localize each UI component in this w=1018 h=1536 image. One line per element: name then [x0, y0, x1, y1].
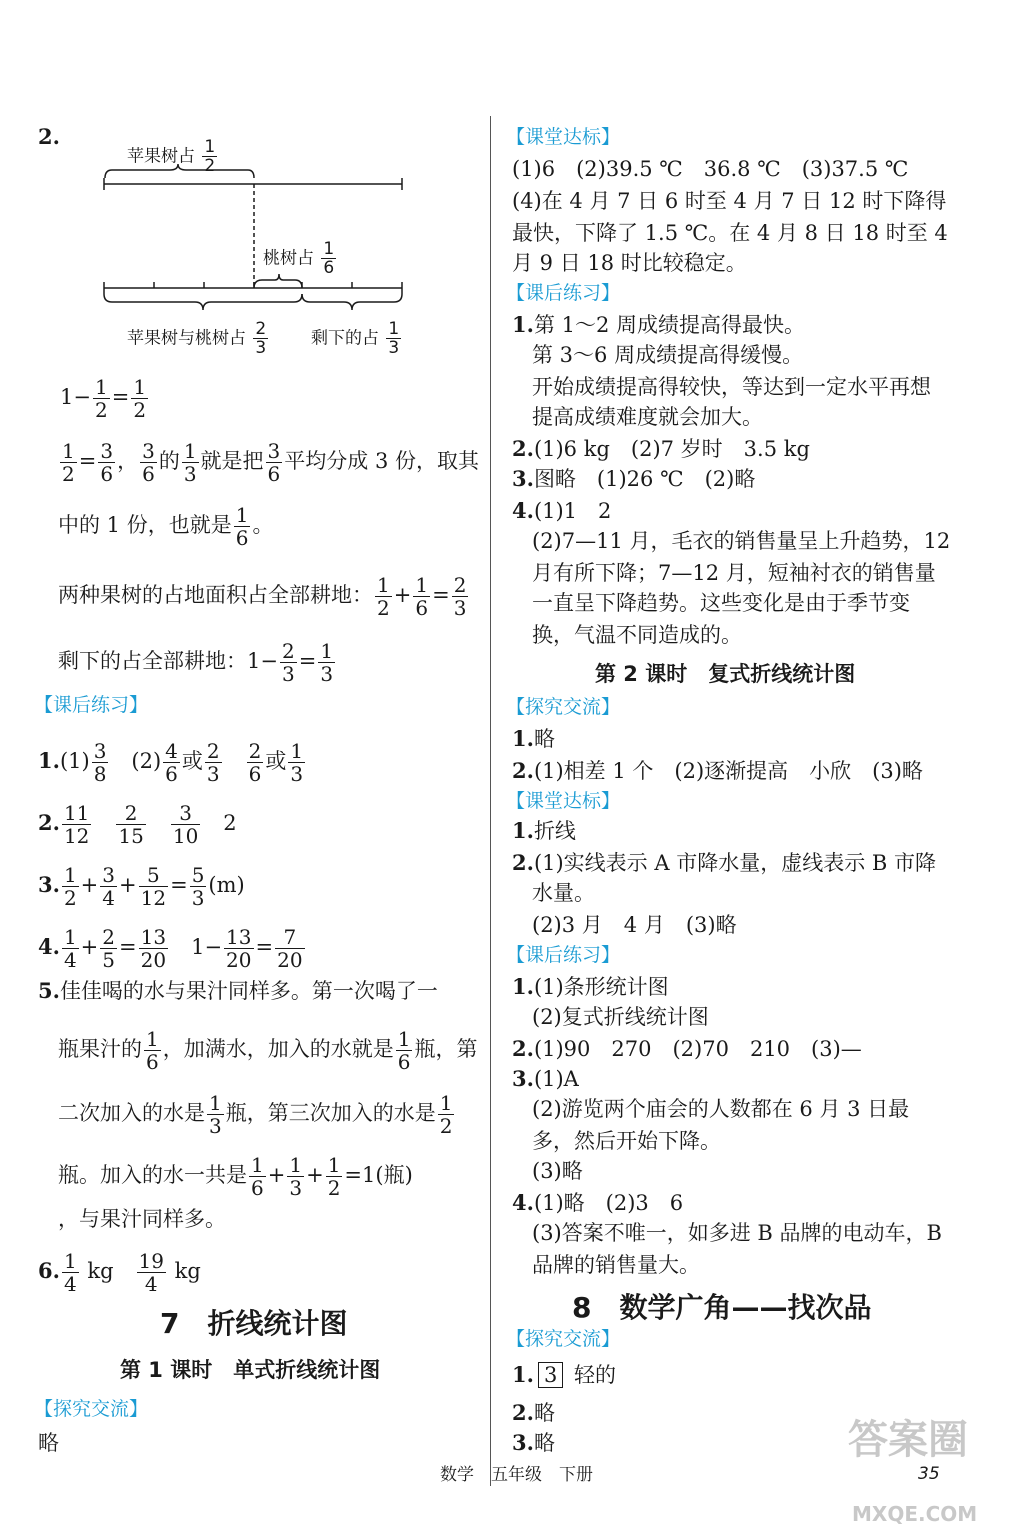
lesson-1-title: 第 1 课时 单式折线统计图: [120, 1358, 381, 1382]
class-line-4: 月 9 日 18 时比较稳定。: [512, 251, 747, 275]
hw-2: 2. $\frac{11}{12}$ $\frac{2}{15}$ $\frac{3}{10}$ 2: [38, 801, 237, 848]
lesson-2-title: 第 2 课时 复式折线统计图: [595, 662, 856, 686]
p1-line-1: 1.(1)条形统计图: [512, 974, 669, 999]
q3-line: 3.略: [512, 1430, 555, 1455]
hw-4: 4. $\frac{1}{4}$ + $\frac{2}{5}$ = $\frac{13}{20}$ 1− $\frac{13}{20}$ = $\frac{7}{20}$: [38, 925, 303, 972]
calc-line-4: 剩下的占全部耕地：1− $\frac{2}{3}$ = $\frac{1}{3}$: [58, 639, 334, 686]
apple-peach-label: 苹果树与桃树占 $\frac{2}{3}$: [127, 319, 267, 358]
q2-number: 2.: [38, 124, 60, 149]
diagram-lines: [100, 160, 410, 320]
p3-line-4: (3)略: [532, 1159, 583, 1183]
fraction: $\frac{1}{6}$: [323, 239, 335, 278]
q1-line: 1. 3 轻的: [512, 1362, 616, 1387]
e1-line: 1.略: [512, 726, 555, 751]
hw-3: 3. $\frac{1}{2}$ + $\frac{3}{4}$ + $\frac{5}{12}$ = $\frac{5}{3}$ (m): [38, 863, 245, 910]
hw-5-line-2: 瓶果汁的 $\frac{1}{6}$ ，加满水，加入的水就是 $\frac{1}{6}$ 瓶，第: [58, 1027, 478, 1074]
p3-line-3: 多，然后开始下降。: [532, 1129, 721, 1153]
h1-line-1: 1.第 1～2 周成绩提高得最快。: [512, 312, 806, 337]
p4-line-3: 品牌的销售量大。: [532, 1253, 700, 1277]
hw-5-line-4: 瓶。加入的水一共是 $\frac{1}{6}$ + $\frac{1}{3}$ + $\frac{1}{2}$ =1(瓶): [58, 1153, 413, 1200]
class-line-2: (4)在 4 月 7 日 6 时至 4 月 7 日 12 时下降得: [512, 189, 947, 213]
calc-line-2: $\frac{1}{2}$ = $\frac{3}{6}$ ， $\frac{3}{6}$ 的 $\frac{1}{3}$ 就是把 $\frac{3}{6}$ 平均分成 3 份，取其: [62, 439, 479, 486]
h1-line-4: 提高成绩难度就会加大。: [532, 405, 763, 429]
tag-class: 【课堂达标】: [506, 126, 621, 148]
p1-line-2: (2)复式折线统计图: [532, 1005, 709, 1029]
rest-label: 剩下的占 $\frac{1}{3}$: [311, 319, 400, 358]
watermark-url: MXQE.COM: [852, 1502, 978, 1526]
footer-book: 数学 五年级 下册: [440, 1465, 593, 1485]
watermark-logo: 答案圈: [848, 1417, 968, 1463]
k2-line-3: (2)3 月 4 月 (3)略: [532, 913, 737, 937]
e2-line: 2.(1)相差 1 个 (2)逐渐提高 小欣 (3)略: [512, 758, 923, 783]
apple-label: 苹果树占 $\frac{1}{2}$: [127, 137, 216, 176]
h4-line-1: 4.(1)1 2: [512, 498, 612, 523]
calc-line-1: 1− $\frac{1}{2}$ = $\frac{1}{2}$: [60, 375, 147, 422]
h4-line-4: 一直呈下降趋势。这些变化是由于季节变: [532, 591, 910, 615]
p2-line: 2.(1)90 270 (2)70 210 (3)—: [512, 1036, 862, 1061]
class-line-3: 最快，下降了 1.5 ℃。在 4 月 8 日 18 时至 4: [512, 221, 948, 245]
h3-line: 3.图略 (1)26 ℃ (2)略: [512, 466, 756, 491]
peach-label: 桃树占 $\frac{1}{6}$: [263, 239, 335, 278]
tag-explore-r2: 【探究交流】: [506, 1328, 621, 1350]
tag-homework: 【课后练习】: [34, 694, 149, 716]
h1-line-2: 第 3～6 周成绩提高得缓慢。: [532, 343, 804, 367]
h4-line-2: (2)7—11 月，毛衣的销售量呈上升趋势，12: [532, 529, 951, 553]
calc-line-2b: 中的 1 份，也就是 $\frac{1}{6}$ 。: [58, 503, 274, 550]
tag-class-2: 【课堂达标】: [506, 790, 621, 812]
fraction: $\frac{1}{3}$: [388, 319, 400, 358]
answer-box: 3: [538, 1362, 563, 1388]
h2-line: 2.(1)6 kg (2)7 岁时 3.5 kg: [512, 436, 810, 461]
explore-answer: 略: [38, 1431, 59, 1455]
hw-6: 6. $\frac{1}{4}$ kg $\frac{19}{4}$ kg: [38, 1249, 201, 1296]
calc-line-3: 两种果树的占地面积占全部耕地： $\frac{1}{2}$ + $\frac{1}{6}$ = $\frac{2}{3}$: [58, 573, 467, 620]
class-line-1: (1)6 (2)39.5 ℃ 36.8 ℃ (3)37.5 ℃: [512, 157, 909, 181]
fraction: $\frac{2}{3}$: [255, 319, 267, 358]
column-divider: [490, 116, 491, 1486]
hw-1: 1.(1) $\frac{3}{8}$ (2) $\frac{4}{6}$ 或 $\frac{2}{3}$ $\frac{2}{6}$ 或 $\frac{1}{3}$: [38, 739, 304, 786]
tag-explore: 【探究交流】: [34, 1398, 149, 1420]
hw-5-line-1: 5.佳佳喝的水与果汁同样多。第一次喝了一: [38, 978, 438, 1003]
chapter-7-title: 7 折线统计图: [160, 1307, 348, 1340]
k2-line-2: 水量。: [532, 881, 595, 905]
tag-homework-r: 【课后练习】: [506, 282, 621, 304]
chapter-8-title: 8 数学广角——找次品: [572, 1291, 872, 1324]
h4-line-5: 换，气温不同造成的。: [532, 623, 742, 647]
page-number: 35: [918, 1464, 940, 1484]
k1-line: 1.折线: [512, 818, 576, 843]
tag-homework-r2: 【课后练习】: [506, 944, 621, 966]
hw-5-line-3: 二次加入的水是 $\frac{1}{3}$ 瓶，第三次加入的水是 $\frac{1}{2}$: [58, 1091, 453, 1138]
p3-line-2: (2)游览两个庙会的人数都在 6 月 3 日最: [532, 1097, 910, 1121]
tag-explore-r: 【探究交流】: [506, 696, 621, 718]
hw-5-line-5: ，与果汁同样多。: [58, 1207, 226, 1231]
q2-line: 2.略: [512, 1400, 555, 1425]
p3-line-1: 3.(1)A: [512, 1066, 579, 1091]
fraction: $\frac{1}{2}$: [204, 137, 216, 176]
h4-line-3: 月有所下降；7—12 月，短袖衬衣的销售量: [532, 561, 936, 585]
h1-line-3: 开始成绩提高得较快，等达到一定水平再想: [532, 375, 931, 399]
p4-line-2: (3)答案不唯一，如多进 B 品牌的电动车，B: [532, 1221, 942, 1245]
k2-line-1: 2.(1)实线表示 A 市降水量，虚线表示 B 市降: [512, 850, 936, 875]
p4-line-1: 4.(1)略 (2)3 6: [512, 1190, 684, 1215]
